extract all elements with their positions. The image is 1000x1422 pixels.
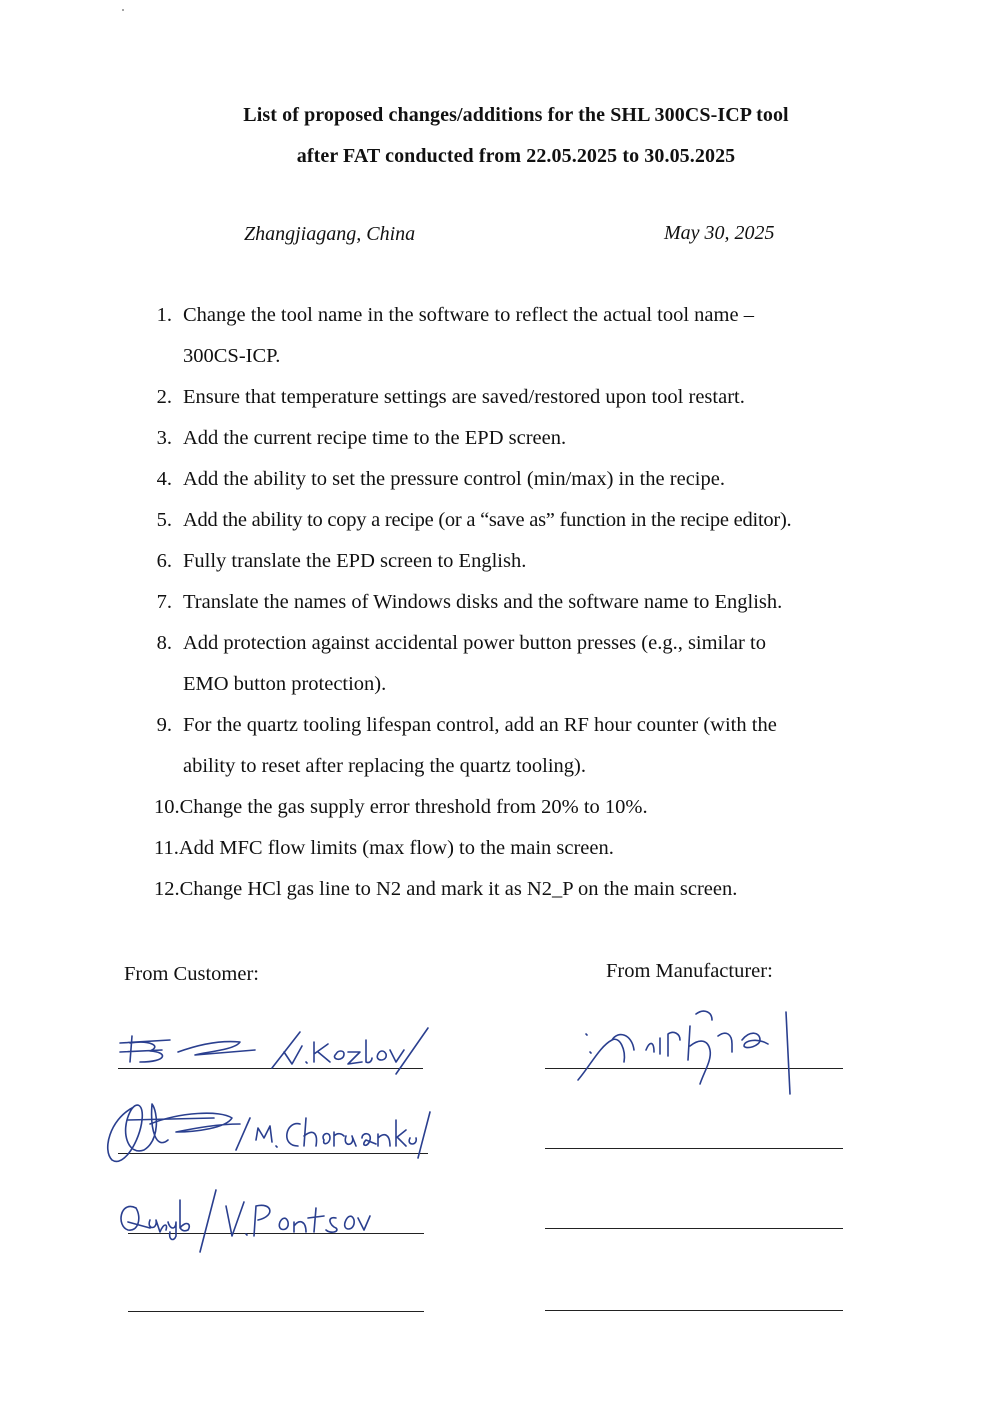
item-number: 9.: [156, 714, 172, 736]
document-title-line-2: after FAT conducted from 22.05.2025 to 30.05.2025: [296, 145, 736, 167]
item-number: 3.: [156, 427, 172, 449]
item-text: Add protection against accidental power button presses (e.g., similar to: [183, 632, 766, 654]
item-number: 5.: [156, 509, 172, 531]
item-text: Change the tool name in the software to reflect the actual tool name –: [183, 304, 754, 326]
item-text: For the quartz tooling lifespan control, add an RF hour counter (with the: [183, 714, 777, 736]
item-number: 6.: [156, 550, 172, 572]
item-text: Add the ability to copy a recipe (or a “save as” function in the recipe editor).: [183, 509, 792, 531]
customer-label: From Customer:: [124, 963, 259, 985]
item-text: Add the ability to set the pressure control (min/max) in the recipe.: [183, 468, 725, 490]
item-continuation: EMO button protection).: [183, 673, 387, 695]
item-text: Change HCl gas line to N2 and mark it as N2_P on the main screen.: [179, 878, 738, 900]
item-text: Change the gas supply error threshold from 20% to 10%.: [179, 796, 648, 818]
item-continuation: ability to reset after replacing the quartz tooling).: [183, 755, 587, 777]
item-number: 8.: [156, 632, 172, 654]
customer-signature-1: [120, 1028, 428, 1074]
manufacturer-signature: [578, 1011, 790, 1094]
item-number: 11.: [154, 837, 179, 859]
place: Zhangjiagang, China: [244, 223, 416, 245]
document-title-line-1: List of proposed changes/additions for the SHL 300CS-ICP tool: [243, 104, 789, 126]
item-number: 10.: [154, 796, 180, 818]
signature-ink: [108, 1011, 790, 1252]
customer-signature-2: [108, 1104, 430, 1161]
item-text: Fully translate the EPD screen to English.: [183, 550, 527, 572]
customer-signature-3: [121, 1190, 370, 1252]
date: May 30, 2025: [664, 222, 775, 244]
item-number: 12.: [154, 878, 180, 900]
item-text: Ensure that temperature settings are saved/restored upon tool restart.: [183, 386, 745, 408]
item-text: Translate the names of Windows disks and the software name to English.: [183, 591, 783, 613]
item-number: 1.: [156, 304, 172, 326]
item-text: Add the current recipe time to the EPD screen.: [183, 427, 567, 449]
item-number: 2.: [156, 386, 172, 408]
item-continuation: 300CS-ICP.: [183, 345, 281, 367]
item-number: 7.: [156, 591, 172, 613]
manufacturer-label: From Manufacturer:: [606, 960, 773, 982]
item-text: Add MFC flow limits (max flow) to the main screen.: [178, 837, 614, 859]
item-number: 4.: [156, 468, 172, 490]
